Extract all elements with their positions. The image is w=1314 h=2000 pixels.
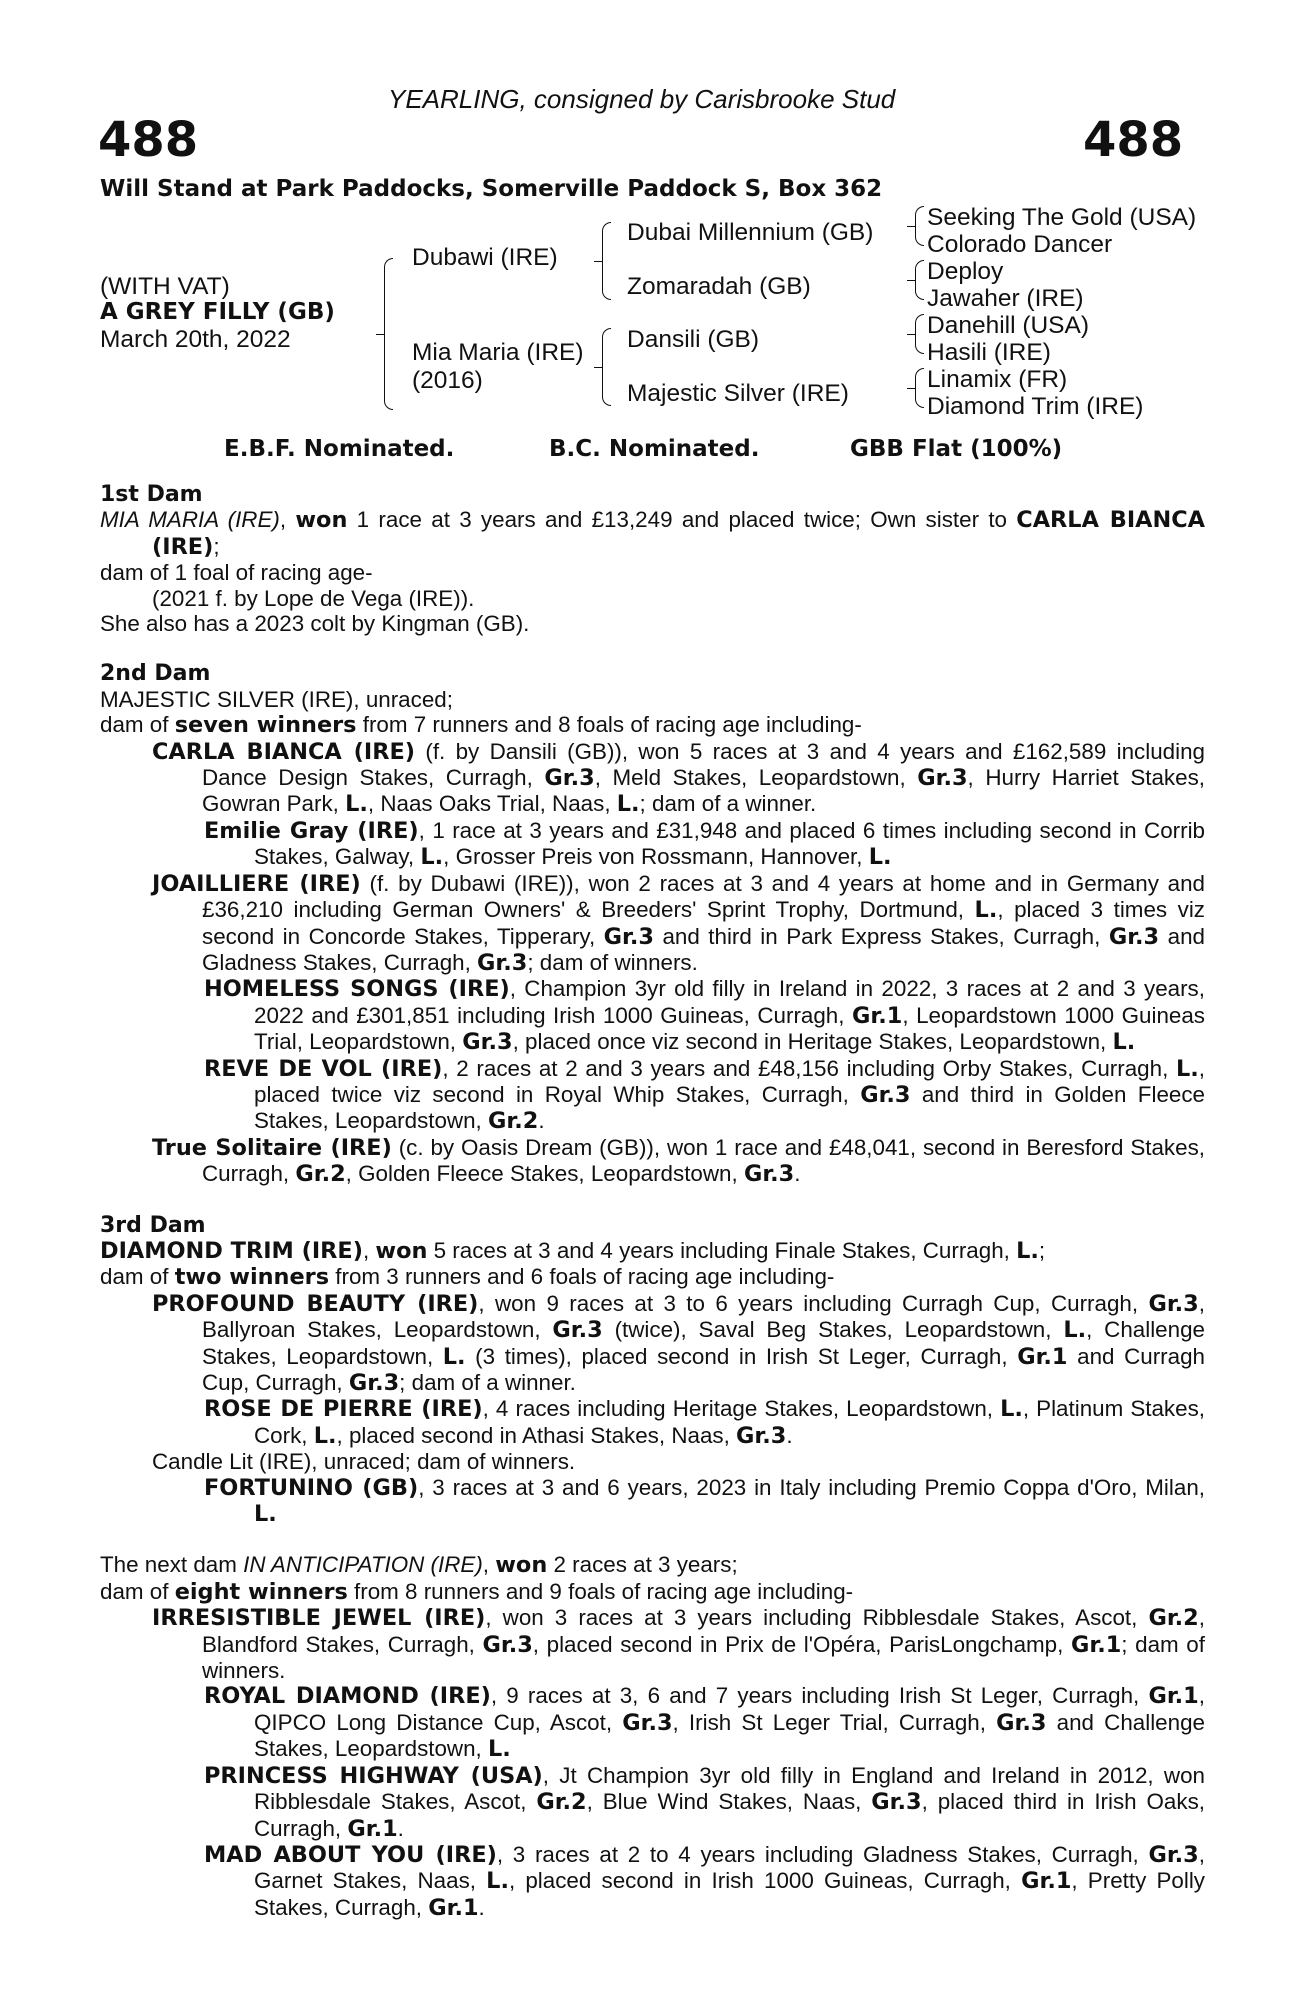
- pedigree-brace-dam: [602, 328, 611, 406]
- next-dam-won: won: [495, 1552, 548, 1579]
- first-dam-produce-intro: dam of 1 foal of racing age-: [100, 560, 373, 586]
- section-gap: [100, 1188, 1205, 1213]
- produce-fortunino: FORTUNINO (GB), 3 races at 3 and 6 years, 2023 in Italy including Premio Coppa d'Oro, Milan, L.: [204, 1474, 1206, 1528]
- third-dam-record: DIAMOND TRIM (IRE), won 5 races at 3 and 4 years including Finale Stakes, Curragh, L.;: [100, 1237, 1046, 1264]
- pedigree-dam-sire: Dansili (GB): [627, 326, 760, 353]
- second-dam-produce-intro: [100, 712, 1205, 738]
- ebf-nomination: E.B.F. Nominated.: [224, 436, 455, 462]
- third-dam-heading: 3rd Dam: [100, 1212, 206, 1238]
- third-dam-text-a: dam of: [100, 1264, 175, 1290]
- second-dam-heading: 2nd Dam: [100, 661, 211, 687]
- pedigree-ddd: Diamond Trim (IRE): [927, 393, 1144, 420]
- second-dam-text-c: from 7 runners and 8 foals of racing age including-: [356, 712, 862, 738]
- stand-location: Will Stand at Park Paddocks, Somerville Paddock S, Box 362: [100, 176, 883, 202]
- produce-princess-highway: PRINCESS HIGHWAY (USA), Jt Champion 3yr old filly in England and Ireland in 2012, won Ribblesdale Stakes, Ascot, Gr.2, Blue Wind Stakes, Naas, Gr.3, placed third in Irish Oaks, Curragh, Gr.1.: [204, 1762, 1205, 1842]
- produce-mad-about-you: MAD ABOUT YOU (IRE), 3 races at 2 to 4 years including Gladness Stakes, Curragh, Gr.3, Garnet Stakes, Naas, L., placed second in Irish 1000 Guineas, Curragh, Gr.1, Pretty Polly Stakes, Curragh, Gr.1.: [204, 1841, 1206, 1921]
- pedigree-brace-sire: [602, 222, 611, 300]
- pedigree-dam-year: (2016): [412, 367, 483, 394]
- consignment-subtitle: YEARLING, consigned by Carisbrooke Stud: [388, 84, 896, 114]
- produce-irresistible-jewel: IRRESISTIBLE JEWEL (IRE), won 3 races at 3 years including Ribblesdale Stakes, Ascot, Gr.2, Blandford Stakes, Curragh, Gr.3, placed second in Prix de l'Opéra, ParisLongchamp, Gr.1; dam of winners.: [152, 1605, 1205, 1684]
- produce-profound-beauty: PROFOUND BEAUTY (IRE), won 9 races at 3 to 6 years including Curragh Cup, Curragh, Gr.3, Ballyroan Stakes, Leopardstown, Gr.3 (twice), Saval Beg Stakes, Leopardstown, L., Challenge Stakes, Leopardstown, L. (3 times), placed second in Irish St Leger, Curragh, Gr.1 and Curragh Cup, Curragh, Gr.3; dam of a winner.: [152, 1290, 1205, 1396]
- pedigree-brace-dd: [915, 368, 924, 408]
- pedigree-sire-sire: Dubai Millennium (GB): [627, 219, 874, 246]
- pedigree-sds: Deploy: [927, 258, 1004, 285]
- next-dam-produce-intro: [100, 1579, 1205, 1605]
- next-dam-record: [100, 1552, 1205, 1578]
- produce-candle-lit: Candle Lit (IRE), unraced; dam of winners.: [152, 1449, 576, 1475]
- first-dam-text2: ;: [213, 533, 220, 559]
- pedigree-brace-ds: [915, 314, 924, 354]
- section-gap: [100, 636, 1205, 661]
- first-dam-note: She also has a 2023 colt by Kingman (GB).: [100, 611, 530, 637]
- first-dam-won: won: [295, 507, 348, 534]
- next-dam-name: IN ANTICIPATION (IRE): [243, 1552, 483, 1578]
- pedigree-brace-sd: [915, 260, 924, 300]
- second-dam-record: MAJESTIC SILVER (IRE), unraced;: [100, 686, 453, 712]
- third-dam-produce-intro: [100, 1264, 1205, 1290]
- pedigree-dds: Linamix (FR): [927, 366, 1068, 393]
- third-dam-listed: L.: [1016, 1237, 1039, 1264]
- produce-true-solitaire: True Solitaire (IRE) (c. by Oasis Dream (GB)), won 1 race and £48,041, second in Beresford Stakes, Curragh, Gr.2, Golden Fleece Stakes, Leopardstown, Gr.3.: [152, 1134, 1205, 1188]
- second-dam-winners: seven winners: [174, 712, 357, 739]
- pedigree-dss: Danehill (USA): [927, 312, 1090, 339]
- produce-emilie-gray: Emilie Gray (IRE), 1 race at 3 years and £31,948 and placed 6 times including second in Corrib Stakes, Galway, L., Grosser Preis von Rossmann, Hannover, L.: [204, 817, 1205, 871]
- pedigree-dam-dam: Majestic Silver (IRE): [627, 380, 849, 407]
- pedigree-brace-ss: [915, 206, 924, 246]
- third-dam-name: DIAMOND TRIM (IRE): [100, 1237, 363, 1264]
- first-dam-sister: CARLA BIANCA (IRE): [152, 507, 1205, 560]
- produce-joailliere: JOAILLIERE (IRE) (f. by Dubawi (IRE)), won 2 races at 3 and 4 years at home and in Germany and £36,210 including German Owners' & Breeders' Sprint Trophy, Dortmund, L., placed 3 times viz second in Concorde Stakes, Tipperary, Gr.3 and third in Park Express Stakes, Curragh, Gr.3 and Gladness Stakes, Curragh, Gr.3; dam of winners.: [152, 870, 1205, 976]
- third-dam-won: won: [375, 1237, 428, 1264]
- horse-name: A GREY FILLY (GB): [100, 299, 335, 325]
- third-dam-winners: two winners: [174, 1264, 330, 1291]
- lot-number-left: 488: [98, 112, 199, 168]
- lot-number-right: 488: [1083, 112, 1184, 168]
- catalogue-body: [100, 482, 1205, 1921]
- produce-royal-diamond: ROYAL DIAMOND (IRE), 9 races at 3, 6 and 7 years including Irish St Leger, Curragh, Gr.1, QIPCO Long Distance Cup, Ascot, Gr.3, Irish St Leger Trial, Curragh, Gr.3 and Challenge Stakes, Leopardstown, L.: [204, 1683, 1205, 1763]
- next-dam-winners: eight winners: [174, 1578, 348, 1605]
- second-dam-text-a: dam of: [100, 712, 175, 738]
- first-dam-produce-item: (2021 f. by Lope de Vega (IRE)).: [152, 585, 475, 611]
- third-dam-text-c: from 3 runners and 6 foals of racing age including-: [329, 1264, 835, 1290]
- third-dam-text2: ;: [1038, 1237, 1046, 1263]
- pedigree-ssd: Colorado Dancer: [927, 231, 1113, 258]
- first-dam-text1: 1 race at 3 years and £13,249 and placed twice; Own sister to: [347, 507, 1017, 533]
- next-dam-text-a: The next dam: [100, 1552, 244, 1578]
- pedigree-sss: Seeking The Gold (USA): [927, 204, 1197, 231]
- vat-note: (WITH VAT): [100, 273, 230, 300]
- pedigree-brace-main: [384, 258, 393, 410]
- produce-rose-de-pierre: ROSE DE PIERRE (IRE), 4 races including Heritage Stakes, Leopardstown, L., Platinum Stakes, Cork, L., placed second in Athasi Stakes, Naas, Gr.3.: [204, 1396, 1205, 1449]
- pedigree-sire: Dubawi (IRE): [412, 244, 558, 271]
- first-dam-heading: 1st Dam: [100, 482, 203, 507]
- next-dam-text-b: ,: [482, 1552, 496, 1578]
- third-dam-text1: 5 races at 3 and 4 years including Finale Stakes, Curragh,: [427, 1237, 1017, 1263]
- produce-homeless-songs: HOMELESS SONGS (IRE), Champion 3yr old filly in Ireland in 2022, 3 races at 2 and 3 years, 2022 and £301,851 including Irish 1000 Guineas, Curragh, Gr.1, Leopardstown 1000 Guineas Trial, Leopardstown, Gr.3, placed once viz second in Heritage Stakes, Leopardstown, L.: [204, 976, 1206, 1056]
- pedigree-sire-dam: Zomaradah (GB): [627, 273, 811, 300]
- next-dam-text-c: 2 races at 3 years;: [547, 1552, 738, 1578]
- produce-reve-de-vol: REVE DE VOL (IRE), 2 races at 2 and 3 years and £48,156 including Orby Stakes, Curragh, L., placed twice viz second in Royal Whip Stakes, Curragh, Gr.3 and third in Golden Fleece Stakes, Leopardstown, Gr.2.: [204, 1055, 1205, 1135]
- next-dam-text-d: dam of: [100, 1578, 175, 1604]
- first-dam-name: MIA MARIA (IRE): [100, 507, 280, 533]
- horse-dob: March 20th, 2022: [100, 326, 291, 353]
- bc-nomination: B.C. Nominated.: [549, 436, 760, 462]
- pedigree-dsd: Hasili (IRE): [927, 339, 1051, 366]
- gbb-nomination: GBB Flat (100%): [850, 436, 1063, 462]
- pedigree-dam: Mia Maria (IRE): [412, 339, 584, 366]
- next-dam-text-e: from 8 runners and 9 foals of racing age including-: [347, 1578, 854, 1604]
- section-gap: [100, 1527, 1205, 1552]
- pedigree-sdd: Jawaher (IRE): [927, 285, 1084, 312]
- first-dam-record: MIA MARIA (IRE), won 1 race at 3 years and £13,249 and placed twice; Own sister to CARLA BIANCA (IRE);: [100, 507, 1205, 560]
- produce-carla-bianca: CARLA BIANCA (IRE) (f. by Dansili (GB)), won 5 races at 3 and 4 years and £162,589 including Dance Design Stakes, Curragh, Gr.3, Meld Stakes, Leopardstown, Gr.3, Hurry Harriet Stakes, Gowran Park, L., Naas Oaks Trial, Naas, L.; dam of a winner.: [152, 738, 1206, 818]
